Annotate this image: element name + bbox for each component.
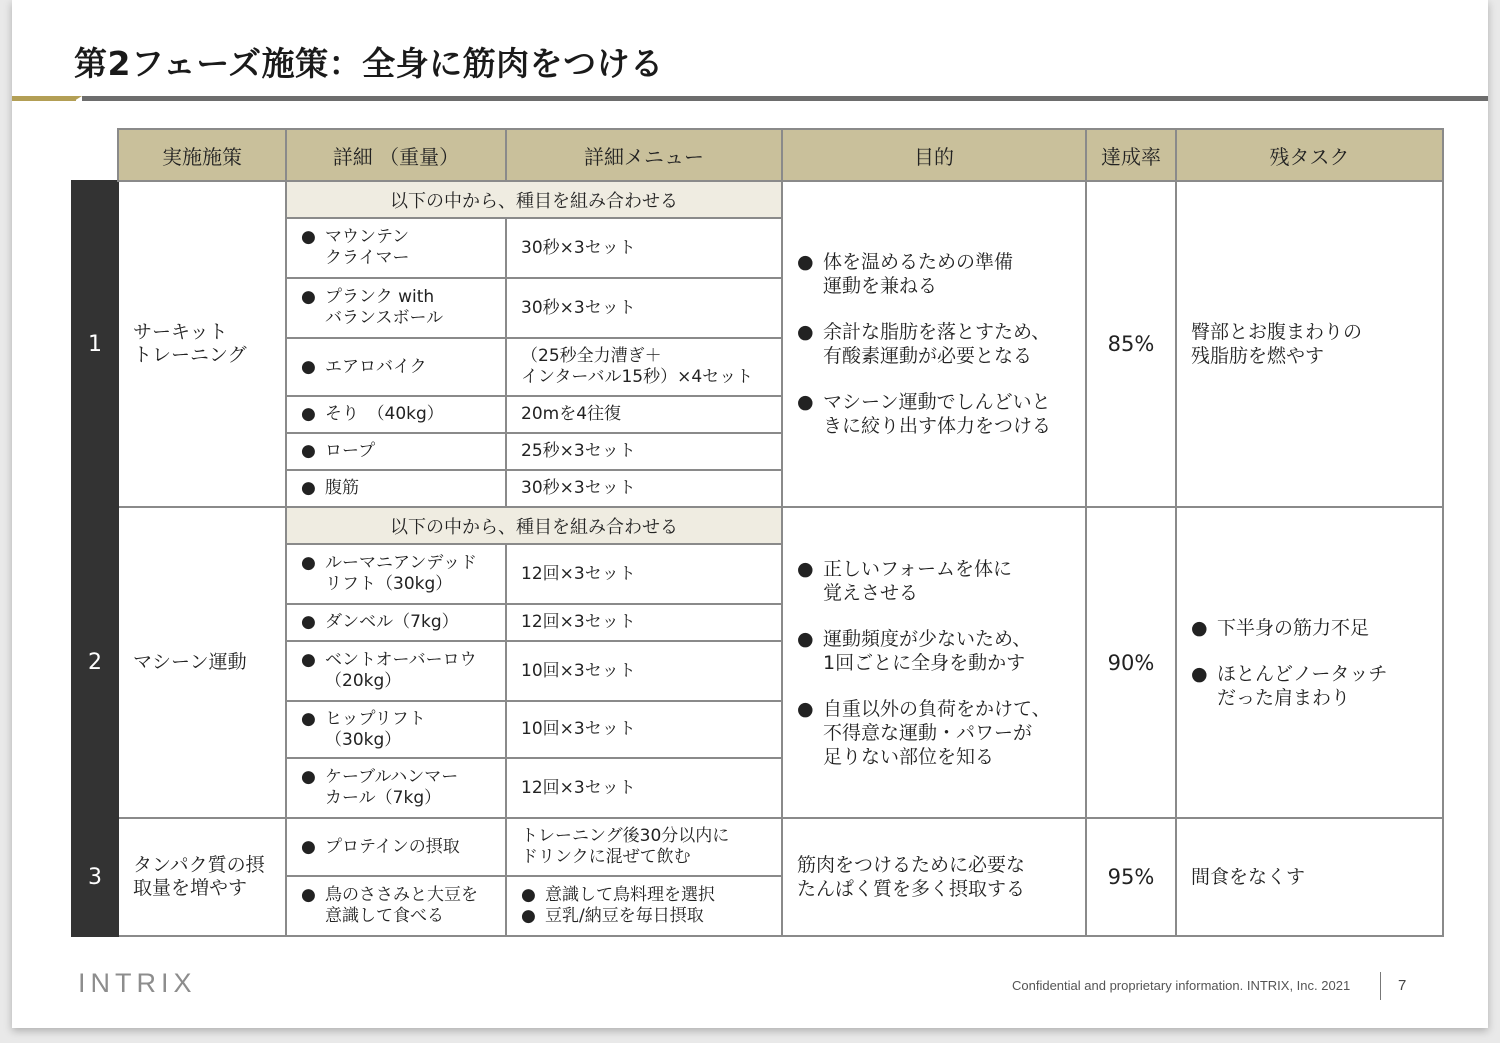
detail-line: 腹筋	[325, 478, 359, 498]
task-item	[1191, 616, 1442, 640]
bullet-icon: ●	[301, 650, 316, 670]
menu-line: トレーニング後30分以内に	[521, 826, 730, 846]
bullet-icon: ●	[301, 441, 316, 461]
detail-line: リフト（30kg）	[325, 574, 453, 594]
menu-cell: 25秒×3セット	[506, 433, 782, 470]
task-line: 臀部とお腹まわりの	[1191, 321, 1363, 343]
bullet-icon: ●	[301, 553, 316, 573]
detail-line: そり （40kg）	[325, 404, 444, 424]
measure-name	[118, 507, 286, 818]
bullet-icon: ●	[301, 404, 316, 424]
purpose-line: 1回ごとに全身を動かす	[823, 651, 1026, 674]
bullet-icon: ●	[301, 767, 316, 787]
detail-line: プランク with	[325, 287, 435, 307]
row-number: 1	[72, 181, 118, 507]
bullet-icon: ●	[521, 885, 536, 905]
row-number: 3	[72, 818, 118, 936]
detail-line: プロテインの摂取	[325, 836, 460, 857]
purpose-cell	[782, 507, 1086, 818]
detail-item	[286, 818, 506, 876]
menu-cell	[506, 876, 782, 936]
purpose-line: 足りない部位を知る	[823, 745, 995, 768]
footer-divider	[1380, 972, 1381, 1000]
purpose-item	[797, 557, 1073, 605]
measure-name-line: サーキット	[133, 321, 228, 343]
detail-item	[286, 433, 506, 470]
remaining-task	[1176, 818, 1443, 936]
bullet-icon: ●	[301, 227, 316, 247]
row-number: 2	[72, 507, 118, 818]
table-row	[72, 507, 1443, 544]
header-cell: 達成率	[1086, 129, 1176, 181]
task-line: 残脂肪を燃やす	[1191, 345, 1325, 367]
measure-name-line: トレーニング	[133, 344, 247, 366]
detail-item	[286, 544, 506, 604]
task-line: 下半身の筋力不足	[1217, 616, 1370, 639]
menu-bullet	[521, 906, 781, 927]
task-item	[1191, 662, 1442, 710]
title-rule-accent	[12, 96, 76, 101]
menu-line: インターバル15秒）×4セット	[521, 367, 754, 387]
detail-line: ベントオーバーロウ	[325, 650, 477, 670]
menu-cell	[506, 338, 782, 396]
page-title: 第2フェーズ施策：全身に筋肉をつける	[74, 44, 664, 83]
purpose-item	[797, 250, 1073, 298]
bullet-icon: ●	[301, 287, 316, 307]
plan-table	[71, 128, 1444, 937]
purpose-line: 運動を兼ねる	[823, 275, 938, 297]
detail-line: （30kg）	[325, 729, 402, 750]
task-line: 間食をなくす	[1191, 866, 1306, 888]
remaining-task	[1176, 507, 1443, 818]
purpose-line: 余計な脂肪を落とすため、	[823, 321, 1051, 343]
detail-line: ヒップリフト	[325, 708, 426, 729]
achievement-rate: 85%	[1086, 181, 1176, 507]
bullet-icon: ●	[301, 356, 316, 377]
header-cell: 詳細メニュー	[506, 129, 782, 181]
purpose-line: 体を温めるための準備	[823, 251, 1014, 273]
menu-line: 豆乳/納豆を毎日摂取	[545, 906, 704, 926]
detail-item	[286, 758, 506, 818]
detail-item	[286, 338, 506, 396]
detail-line: ダンベル（7kg）	[325, 612, 459, 632]
detail-item	[286, 396, 506, 433]
header-row	[72, 129, 1443, 181]
menu-cell: 10回×3セット	[506, 641, 782, 701]
detail-item	[286, 470, 506, 507]
purpose-line: 正しいフォームを体に	[823, 557, 1013, 580]
purpose-line: きに絞り出す体力をつける	[823, 415, 1052, 437]
menu-cell: 20mを4往復	[506, 396, 782, 433]
sub-header: 以下の中から、種目を組み合わせる	[286, 181, 782, 218]
bullet-icon: ●	[301, 708, 316, 729]
slide	[12, 0, 1488, 1028]
detail-line: ケーブルハンマー	[325, 767, 459, 787]
purpose-line: たんぱく質を多く摂取する	[797, 878, 1026, 900]
menu-cell: 12回×3セット	[506, 544, 782, 604]
detail-item	[286, 641, 506, 701]
detail-item	[286, 218, 506, 278]
detail-item	[286, 701, 506, 758]
purpose-line: マシーン運動でしんどいと	[823, 391, 1051, 413]
company-logo: INTRIX	[78, 968, 197, 998]
menu-cell: 12回×3セット	[506, 604, 782, 641]
bullet-icon: ●	[301, 612, 316, 632]
purpose-line: 筋肉をつけるために必要な	[797, 854, 1026, 876]
menu-line: （25秒全力漕ぎ＋	[521, 346, 662, 366]
detail-line: マウンテン	[325, 227, 410, 247]
footer-confidential: Confidential and proprietary information. INTRIX, Inc. 2021	[1012, 978, 1351, 993]
bullet-icon: ●	[1191, 662, 1208, 685]
purpose-line: 運動頻度が少ないため、	[823, 627, 1032, 650]
menu-line: 意識して鳥料理を選択	[545, 885, 715, 905]
detail-line: クライマー	[325, 248, 410, 268]
task-line: ほとんどノータッチ	[1217, 662, 1388, 685]
menu-cell: 10回×3セット	[506, 701, 782, 758]
purpose-line: 自重以外の負荷をかけて、	[823, 697, 1051, 720]
table-row	[72, 818, 1443, 876]
header-cell: 目的	[782, 129, 1086, 181]
purpose-cell	[782, 181, 1086, 507]
detail-item	[286, 604, 506, 641]
menu-cell: 30秒×3セット	[506, 278, 782, 338]
header-cell: 実施施策	[118, 129, 286, 181]
detail-line: 意識して食べる	[325, 906, 444, 926]
bullet-icon: ●	[301, 478, 316, 498]
menu-cell: 30秒×3セット	[506, 218, 782, 278]
bullet-icon: ●	[301, 836, 316, 857]
bullet-icon: ●	[797, 627, 814, 650]
bullet-icon: ●	[521, 906, 536, 926]
purpose-item	[797, 627, 1073, 675]
measure-name-line: 取量を増やす	[133, 877, 248, 899]
detail-line: （20kg）	[325, 671, 402, 691]
title-rule-notch	[74, 96, 82, 101]
detail-item	[286, 876, 506, 936]
page-number: 7	[1398, 977, 1407, 994]
bullet-icon: ●	[797, 557, 814, 580]
remaining-task	[1176, 181, 1443, 507]
table-row	[72, 181, 1443, 218]
bullet-icon: ●	[301, 885, 316, 905]
purpose-cell	[782, 818, 1086, 936]
bullet-icon: ●	[797, 697, 814, 720]
achievement-rate: 90%	[1086, 507, 1176, 818]
purpose-line: 覚えさせる	[823, 581, 919, 604]
detail-item	[286, 278, 506, 338]
menu-cell	[506, 818, 782, 876]
task-line: だった肩まわり	[1217, 686, 1351, 709]
purpose-item	[797, 390, 1073, 438]
bullet-icon: ●	[797, 321, 814, 343]
detail-line: 鳥のささみと大豆を	[325, 885, 478, 905]
measure-name-line: タンパク質の摂	[133, 854, 265, 876]
measure-name	[118, 818, 286, 936]
menu-bullet	[521, 885, 781, 906]
bullet-icon: ●	[1191, 616, 1208, 639]
header-cell: 詳細 （重量）	[286, 129, 506, 181]
measure-name-line: マシーン運動	[133, 651, 247, 673]
detail-line: エアロバイク	[325, 356, 427, 377]
purpose-item	[797, 320, 1073, 368]
header-cell: 残タスク	[1176, 129, 1443, 181]
title-rule	[82, 96, 1488, 101]
achievement-rate: 95%	[1086, 818, 1176, 936]
purpose-line: 有酸素運動が必要となる	[823, 345, 1033, 367]
detail-line: カール（7kg）	[325, 788, 442, 808]
menu-cell: 12回×3セット	[506, 758, 782, 818]
measure-name	[118, 181, 286, 507]
menu-cell: 30秒×3セット	[506, 470, 782, 507]
purpose-line: 不得意な運動・パワーが	[823, 721, 1033, 744]
purpose-item	[797, 697, 1073, 769]
menu-line: ドリンクに混ぜて飲む	[521, 847, 691, 867]
sub-header: 以下の中から、種目を組み合わせる	[286, 507, 782, 544]
detail-line: ルーマニアンデッド	[325, 553, 477, 573]
detail-line: ロープ	[325, 441, 376, 461]
detail-line: バランスボール	[325, 308, 444, 328]
header-blank	[72, 129, 118, 181]
bullet-icon: ●	[797, 251, 814, 273]
bullet-icon: ●	[797, 391, 814, 413]
